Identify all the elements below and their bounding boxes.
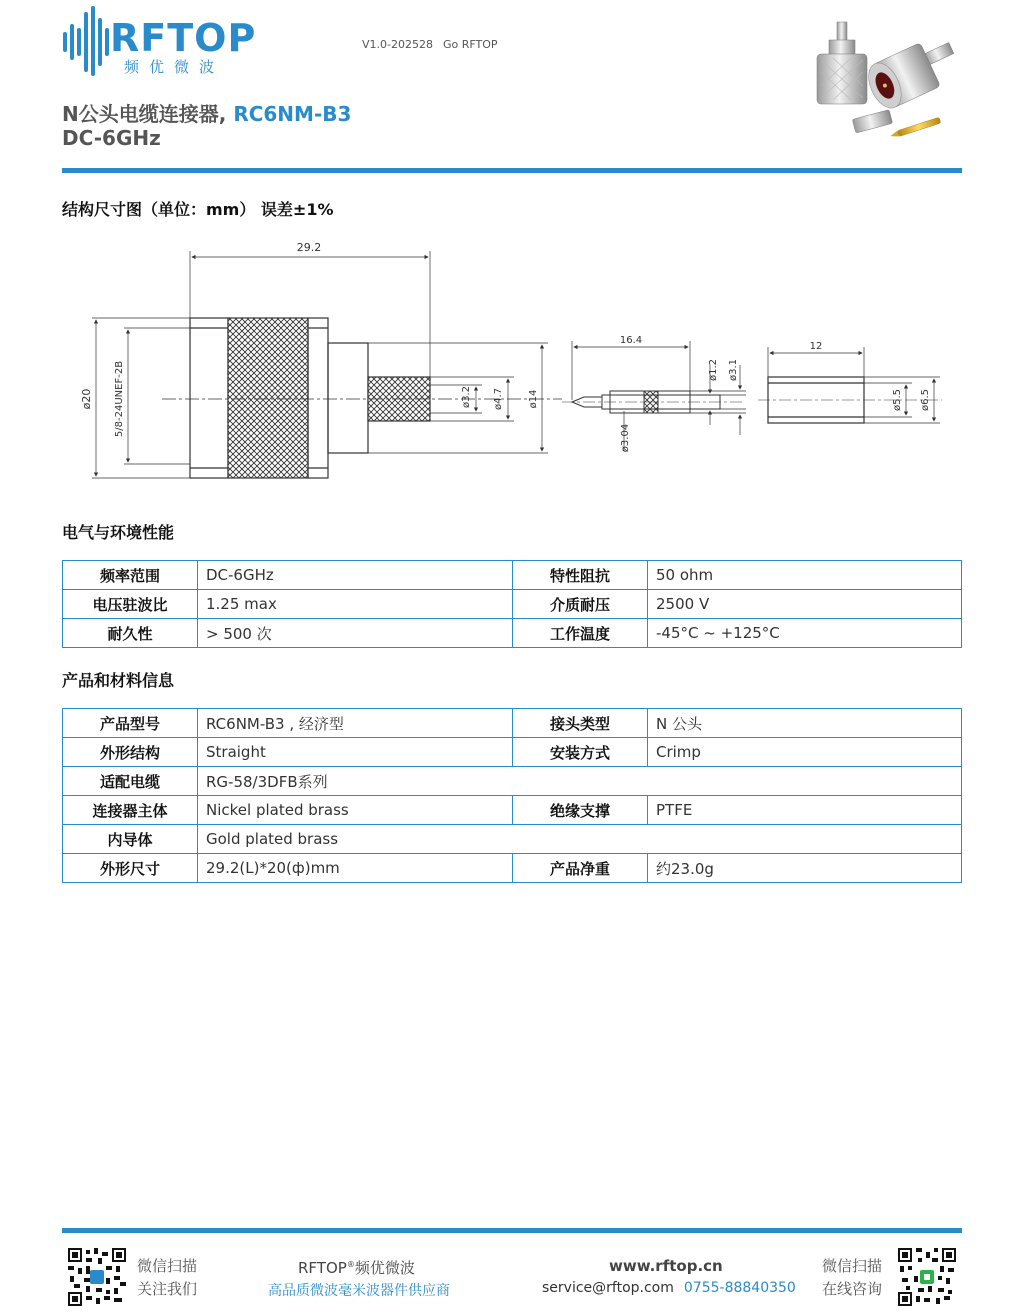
footer-website[interactable]: www.rftop.cn: [609, 1257, 723, 1275]
spec-value: 1.25 max: [198, 590, 513, 619]
spec-value: RG-58/3DFB系列: [198, 767, 962, 796]
spec-value: DC-6GHz: [198, 561, 513, 590]
logo-subtitle: 频优微波: [124, 58, 225, 76]
spec-key: 外形结构: [63, 738, 198, 767]
spec-key: 内导体: [63, 825, 198, 854]
spec-value: RC6NM-B3 , 经济型: [198, 709, 513, 738]
spec-key: 工作温度: [513, 619, 648, 648]
page-title: [62, 98, 351, 127]
spec-value: -45°C ~ +125°C: [648, 619, 962, 648]
spec-key: 介质耐压: [513, 590, 648, 619]
connector-outline: [190, 318, 430, 478]
page-header: [0, 0, 1024, 175]
logo-wordmark: RFTOP: [110, 16, 257, 60]
qr-code-follow: [68, 1248, 126, 1306]
footer-wechat-follow: [137, 1255, 197, 1301]
table-row: [63, 767, 962, 796]
footer-divider: [62, 1228, 962, 1233]
dim-d12: ø1.2: [708, 358, 719, 382]
spec-key: 外形尺寸: [63, 854, 198, 883]
footer-tagline: 高品质微波毫米波器件供应商: [268, 1283, 450, 1299]
spec-value: N 公头: [648, 709, 962, 738]
dim-d304: ø3.04: [620, 423, 631, 453]
rftop-logo: [62, 6, 272, 76]
product-table: [62, 708, 962, 883]
title-frequency: DC-6GHz: [62, 126, 161, 150]
table-row: [63, 561, 962, 590]
title-prefix: N公头电缆连接器,: [62, 102, 234, 126]
dim-pin-len: 16.4: [619, 335, 643, 346]
qr-code-consult: [898, 1248, 956, 1306]
table-row: [63, 738, 962, 767]
table-row: [63, 590, 962, 619]
spec-key: 连接器主体: [63, 796, 198, 825]
dim-d65: ø6.5: [920, 388, 931, 412]
spec-value: Straight: [198, 738, 513, 767]
dim-thread: 5/8-24UNEF-2B: [114, 360, 125, 438]
electrical-table: [62, 560, 962, 648]
table-row: [63, 854, 962, 883]
spec-key: 产品净重: [513, 854, 648, 883]
spec-value: 2500 V: [648, 590, 962, 619]
version-number: V1.0-202528: [362, 38, 433, 51]
logo-wave-icon: [62, 6, 112, 76]
spec-key: 接头类型: [513, 709, 648, 738]
spec-key: 产品型号: [63, 709, 198, 738]
table-row: [63, 796, 962, 825]
dim-d31: ø3.1: [728, 358, 739, 382]
dim-d32: ø3.2: [461, 385, 472, 409]
footer-contact: [542, 1280, 796, 1296]
spec-value: 约23.0g: [648, 854, 962, 883]
electrical-section-title: 电气与环境性能: [62, 523, 175, 542]
footer-email[interactable]: service@rftop.com: [542, 1280, 674, 1296]
spec-value: 29.2(L)*20(ф)mm: [198, 854, 513, 883]
table-row: [63, 709, 962, 738]
dim-body-dia: ø20: [80, 388, 93, 410]
footer-phone: 0755-88840350: [683, 1280, 796, 1296]
wechat-consult-line2: 在线咨询: [822, 1280, 883, 1298]
footer-wechat-consult: [822, 1255, 882, 1301]
version-tagline: Go RFTOP: [442, 38, 498, 51]
spec-value: Gold plated brass: [198, 825, 962, 854]
spec-key: 电压驻波比: [63, 590, 198, 619]
spec-key: 频率范围: [63, 561, 198, 590]
title-model: RC6NM-B3: [233, 102, 352, 126]
dim-length: 29.2: [296, 241, 322, 254]
brand-name: RFTOP: [298, 1259, 347, 1277]
footer-brand: [298, 1257, 415, 1278]
version-line: [362, 38, 508, 51]
dimension-drawing: [62, 235, 962, 495]
product-section-title: 产品和材料信息: [62, 671, 175, 690]
wechat-follow-line1: 微信扫描: [137, 1257, 198, 1275]
spec-value: > 500 次: [198, 619, 513, 648]
table-row: [63, 825, 962, 854]
spec-key: 绝缘支撑: [513, 796, 648, 825]
wechat-consult-line1: 微信扫描: [822, 1257, 883, 1275]
brand-cn: 频优微波: [354, 1259, 415, 1277]
table-row: [63, 619, 962, 648]
spec-value: PTFE: [648, 796, 962, 825]
spec-key: 安装方式: [513, 738, 648, 767]
wechat-follow-line2: 关注我们: [137, 1280, 198, 1298]
spec-key: 耐久性: [63, 619, 198, 648]
header-divider: [62, 168, 962, 173]
drawing-section-title: 结构尺寸图（单位：mm） 误差±1%: [62, 200, 334, 219]
product-photo: [805, 18, 965, 143]
spec-key: 适配电缆: [63, 767, 198, 796]
brand-registered: ®: [346, 1260, 355, 1269]
spec-value: Crimp: [648, 738, 962, 767]
dim-d55: ø5.5: [892, 388, 903, 412]
dim-ferrule-len: 12: [809, 341, 823, 352]
spec-value: Nickel plated brass: [198, 796, 513, 825]
dim-d14: ø14: [528, 389, 539, 409]
spec-key: 特性阻抗: [513, 561, 648, 590]
dim-d47: ø4.7: [493, 387, 504, 411]
spec-value: 50 ohm: [648, 561, 962, 590]
